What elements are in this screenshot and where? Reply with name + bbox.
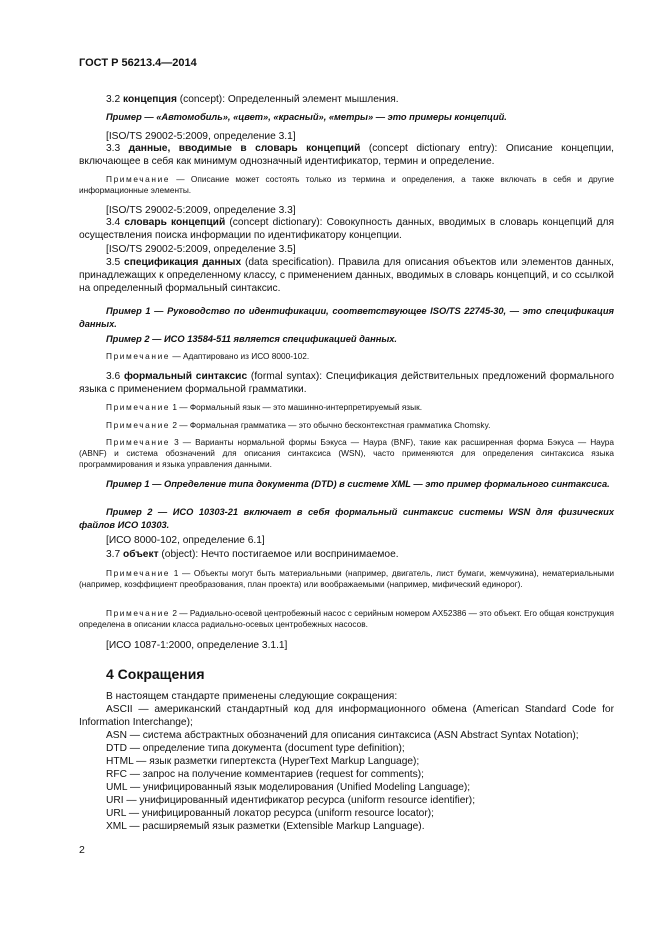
note-label: Примечание (106, 420, 171, 430)
note-label: Примечание (106, 437, 171, 447)
reference-3-3: [ISO/TS 29002-5:2009, определение 3.3] (106, 205, 296, 216)
example-3-5-2: Пример 2 — ИСО 13584-511 является спецификацией данных. (106, 334, 398, 344)
note-3-6-1 (79, 402, 614, 413)
term-definition: (formal syntax): Спецификация действительных предложений формального языка с применением формальной грамматики. (79, 371, 614, 395)
reference-3-1-1: [ИСО 1087-1:2000, определение 3.1.1] (106, 640, 288, 651)
abbreviation-item: URI — унифицированный идентификатор ресурса (uniform resource identifier); (106, 795, 476, 806)
section-heading: 4 Сокращения (106, 666, 205, 682)
term-3-2 (79, 93, 614, 106)
note-text: 1 — Формальный язык — это машинно-интерпретируемый язык. (170, 402, 423, 412)
term-3-7 (79, 548, 614, 561)
term-3-3 (79, 142, 614, 168)
abbreviation-item: ASCII — американский стандартный код для информационного обмена (American Standard Code for Information Interchange); (79, 704, 614, 728)
term-name: словарь концепций (124, 217, 226, 228)
abbreviation-item: XML — расширяемый язык разметки (Extensible Markup Language). (106, 821, 425, 832)
term-number: 3.4 (106, 217, 125, 228)
term-name: объект (123, 549, 159, 560)
note-label: Примечание (106, 402, 171, 412)
abbreviations-list (79, 703, 614, 833)
note-text: — Адаптировано из ИСО 8000-102. (170, 351, 310, 361)
note-3-6-2 (79, 420, 614, 431)
note-3-6-3 (79, 437, 614, 470)
note-text: 2 — Формальная грамматика — это обычно бесконтекстная грамматика Chomsky. (170, 420, 491, 430)
example-3-2: Пример — «Автомобиль», «цвет», «красный», «метры» — это примеры концепций. (106, 112, 507, 122)
note-text: 3 — Варианты нормальной формы Бэкуса — Наура (BNF), такие как расширенная форма Бэкуса — Наура (ABNF) и система обозначений для описания синтаксиса (WSN), часто применяются для определения синтаксиса языка программирования и языка управления данными. (79, 437, 614, 469)
term-definition: (concept dictionary): Совокупность данных, вводимых в словарь концепций для осуществления поиска информации по идентификатору концепции. (79, 217, 614, 241)
example-3-5-1: Пример 1 — Руководство по идентификации, соответствующее ISO/TS 22745-30, — это спецификация данных. (79, 306, 614, 329)
abbreviation-item: DTD — определение типа документа (document type definition); (106, 743, 405, 754)
reference-3-5: [ISO/TS 29002-5:2009, определение 3.5] (106, 244, 296, 255)
term-number: 3.6 (106, 371, 124, 382)
page-number: 2 (79, 844, 85, 856)
term-definition: (concept): Определенный элемент мышления. (176, 94, 399, 105)
term-3-4 (79, 216, 614, 242)
term-number: 3.2 (106, 94, 123, 105)
term-name: спецификация данных (124, 257, 242, 268)
term-number: 3.3 (106, 143, 129, 154)
note-3-7-1 (79, 568, 614, 590)
term-name: концепция (123, 94, 177, 105)
note-3-3 (79, 174, 614, 196)
abbreviation-item: HTML — язык разметки гипертекста (HyperText Markup Language); (106, 756, 420, 767)
term-name: данные, вводимые в словарь концепций (128, 143, 361, 154)
note-label: Примечание (106, 608, 171, 618)
term-definition: (object): Нечто постигаемое или воспринимаемое. (158, 549, 399, 560)
term-3-5 (79, 256, 614, 295)
note-3-7-2 (79, 608, 614, 630)
term-definition: (data specification). Правила для описания объектов или элементов данных, принадлежащих к определенному классу, с применением данных, вводимых в словарь концепций, и со ссылкой на определенный формальный синтаксис. (79, 257, 614, 294)
note-text: 1 — Объекты могут быть материальными (например, двигатель, лист бумаги, жемчужина), нематериальными (например, коэффициент преобразования, план проекта) или воображаемыми (например, мифический единорог). (79, 568, 614, 589)
abbreviation-item: URL — унифицированный локатор ресурса (uniform resource locator); (106, 808, 434, 819)
example-3-6-2: Пример 2 — ИСО 10303-21 включает в себя формальный синтаксис системы WSN для физических файлов ИСО 10303. (79, 507, 614, 530)
note-3-5 (79, 351, 614, 362)
abbreviation-item: UML — унифицированный язык моделирования (Unified Modeling Language); (106, 782, 471, 793)
abbreviation-item: ASN — система абстрактных обозначений для описания синтаксиса (ASN Abstract Syntax Notation); (106, 730, 579, 741)
note-label: Примечание (106, 568, 171, 578)
term-3-6 (79, 370, 614, 396)
example-3-6-1: Пример 1 — Определение типа документа (DTD) в системе XML — это пример формального синтаксиса. (106, 479, 610, 489)
term-name: формальный синтаксис (123, 371, 248, 382)
abbreviations-intro: В настоящем стандарте применены следующие сокращения: (106, 691, 398, 702)
note-label: Примечание (106, 174, 171, 184)
term-definition: (concept dictionary entry): Описание концепции, включающее в себя как минимум однозначный идентификатор, термин и определение. (79, 143, 614, 167)
document-header: ГОСТ Р 56213.4—2014 (79, 57, 197, 69)
note-text: 2 — Радиально-осевой центробежный насос с серийным номером AX52386 — это объект. Его общая конструкция определена в описании класса радиально-осевых центробежных насосов. (79, 608, 614, 629)
note-label: Примечание (106, 351, 171, 361)
note-text: — Описание может состоять только из термина и определения, а также включать в себя и другие информационные элементы. (79, 174, 614, 195)
reference-6-1: [ИСО 8000-102, определение 6.1] (106, 535, 265, 546)
reference-3-1: [ISO/TS 29002-5:2009, определение 3.1] (106, 131, 296, 142)
abbreviation-item: RFC — запрос на получение комментариев (request for comments); (106, 769, 424, 780)
term-number: 3.5 (106, 257, 125, 268)
term-number: 3.7 (106, 549, 123, 560)
